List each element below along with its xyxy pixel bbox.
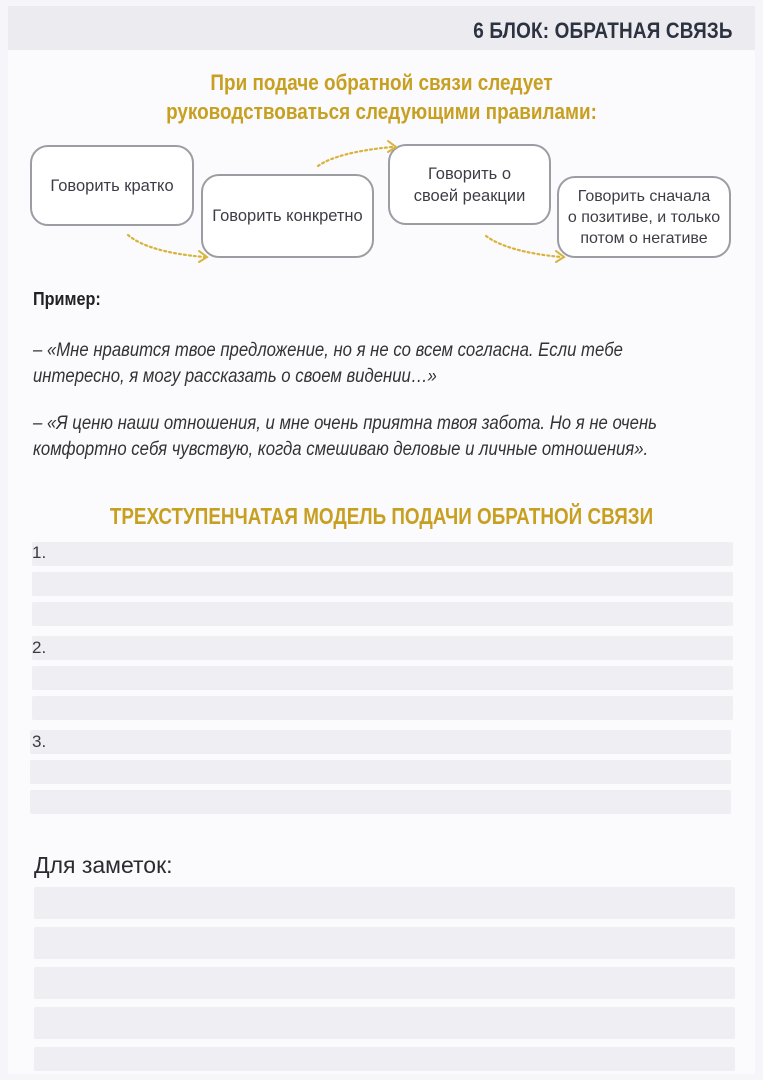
rule-box-reaction [388, 144, 551, 225]
intro-line-2: руководствоваться следующими правилами: [166, 99, 597, 124]
rule-text: Говорить конкретно [212, 207, 363, 225]
step-number: 2. [32, 638, 47, 657]
arrow-reaction-to-positive [486, 236, 561, 257]
rule-box-brief [30, 145, 194, 226]
notes-line[interactable] [34, 1007, 735, 1039]
example-label: Пример: [33, 289, 101, 309]
quote-line: – «Я ценю наши отношения, и мне очень приятна твоя забота. Но я не очень [33, 413, 657, 434]
notes-label: Для заметок: [34, 852, 173, 878]
answer-line[interactable] [32, 666, 733, 690]
answer-line[interactable] [32, 696, 733, 720]
worksheet-page [8, 6, 755, 1074]
step-number: 1. [32, 543, 47, 562]
model-title: ТРЕХСТУПЕНЧАТАЯ МОДЕЛЬ ПОДАЧИ ОБРАТНОЙ СВЯЗИ [109, 503, 654, 529]
notes-line[interactable] [34, 927, 735, 959]
rule-box-positive-first [557, 176, 731, 258]
step-number: 3. [32, 732, 47, 751]
quote-line: комфортно себя чувствую, когда смешиваю деловые и личные отношения». [33, 439, 649, 460]
rule-text: Говорить сначала о позитиве, и только потом о негативе [567, 187, 721, 247]
arrow-specific-to-reaction [318, 147, 392, 166]
quote-line: интересно, я могу рассказать о своем видении…» [33, 366, 437, 387]
answer-line[interactable] [32, 602, 733, 626]
answer-line[interactable] [30, 760, 731, 784]
answer-line[interactable] [30, 790, 731, 814]
answer-line[interactable] [32, 572, 733, 596]
notes-line[interactable] [34, 1047, 735, 1071]
notes-line[interactable] [34, 967, 735, 999]
quote-line: – «Мне нравится твое предложение, но я не со всем согласна. Если тебе [33, 340, 623, 361]
example-quote-1 [33, 338, 684, 390]
answer-line[interactable] [32, 542, 733, 566]
rule-text: Говорить кратко [50, 176, 174, 195]
example-quote-2 [33, 411, 684, 463]
rule-text: Говорить о своей реакции [413, 164, 526, 205]
arrow-brief-to-specific [128, 235, 204, 257]
intro-line-1: При подаче обратной связи следует [210, 70, 553, 95]
answer-line[interactable] [32, 636, 733, 660]
header-band [8, 6, 755, 50]
notes-line[interactable] [34, 887, 735, 919]
rule-box-specific [201, 174, 374, 258]
page-title: 6 БЛОК: ОБРАТНАЯ СВЯЗЬ [473, 18, 733, 43]
answer-line[interactable] [30, 730, 731, 754]
intro-text [60, 68, 702, 126]
